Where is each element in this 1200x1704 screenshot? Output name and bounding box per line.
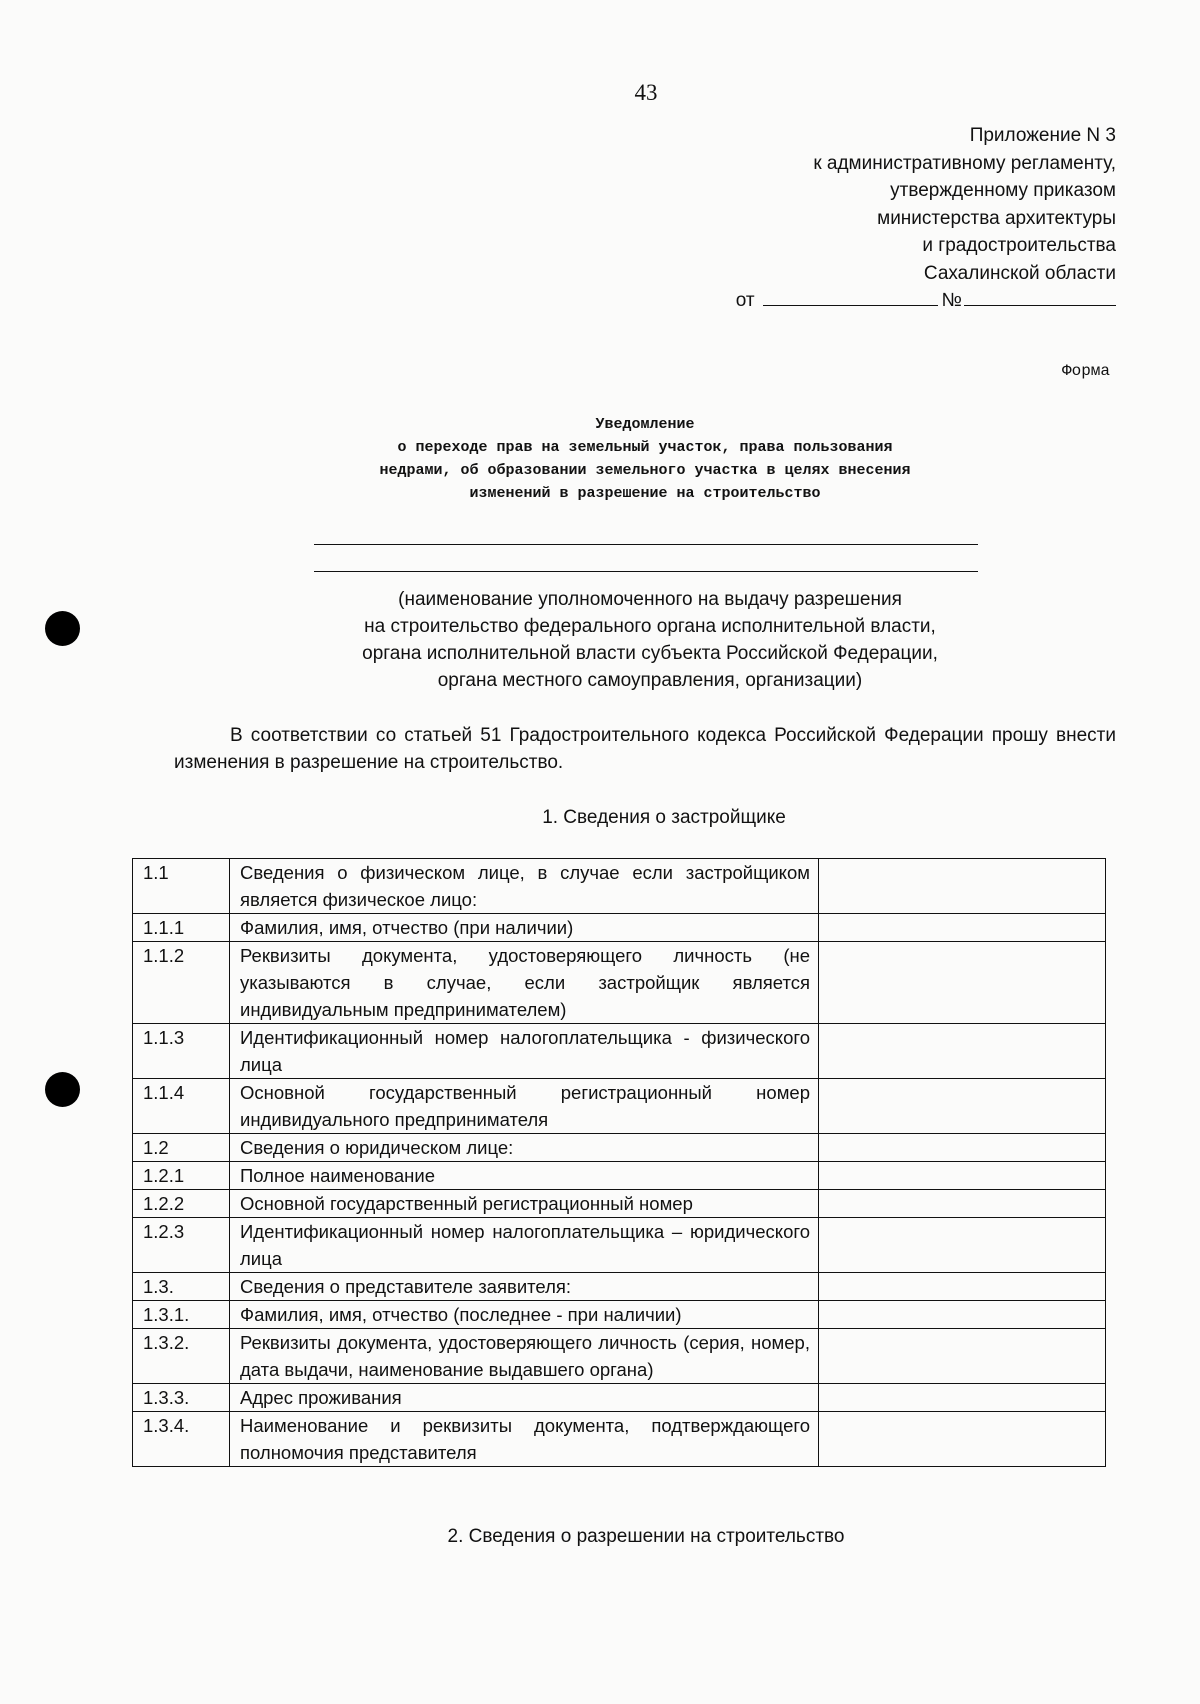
row-description: Идентификационный номер налогоплательщика - физического лица (230, 1024, 819, 1079)
table-row (133, 942, 1106, 1024)
table-row (133, 1134, 1106, 1162)
notice-subtitle-line: недрами, об образовании земельного участка в целях внесения (379, 462, 911, 479)
row-number: 1.1 (133, 859, 230, 914)
date-blank (763, 287, 938, 306)
number-blank (964, 287, 1116, 306)
approval-line: Сахалинской области (923, 262, 1116, 284)
row-number: 1.3.2. (133, 1329, 230, 1384)
section-2-title: 2. Сведения о разрешении на строительство (447, 1526, 845, 1547)
row-value-cell[interactable] (819, 859, 1106, 914)
row-number: 1.3.3. (133, 1384, 230, 1412)
approval-block (596, 122, 1116, 315)
row-number: 1.2.1 (133, 1162, 230, 1190)
row-value-cell[interactable] (819, 942, 1106, 1024)
row-value-cell[interactable] (819, 1329, 1106, 1384)
row-description: Сведения о физическом лице, в случае если застройщиком является физическое лицо: (230, 859, 819, 914)
addressee-caption (300, 586, 1000, 694)
notice-subtitle-line: изменений в разрешение на строительство (469, 485, 821, 502)
row-description: Полное наименование (230, 1162, 819, 1190)
developer-info-table (132, 858, 1106, 1467)
row-number: 1.2.2 (133, 1190, 230, 1218)
intro-paragraph: В соответствии со статьей 51 Градостроительного кодекса Российской Федерации прошу внести изменения в разрешение на строительство. (174, 725, 1116, 773)
row-value-cell[interactable] (819, 1024, 1106, 1079)
caption-line: органа местного самоуправления, организации) (437, 670, 863, 691)
row-description: Сведения о юридическом лице: (230, 1134, 819, 1162)
caption-line: на строительство федерального органа исполнительной власти, (364, 616, 936, 637)
table-row (133, 1329, 1106, 1384)
row-description: Основной государственный регистрационный номер (230, 1190, 819, 1218)
table-row (133, 1301, 1106, 1329)
number-prefix: № (941, 290, 962, 311)
notice-title (280, 413, 1010, 505)
approval-line: министерства архитектуры (877, 207, 1116, 229)
row-number: 1.3.4. (133, 1412, 230, 1467)
row-value-cell[interactable] (819, 1301, 1106, 1329)
row-description: Фамилия, имя, отчество (при наличии) (230, 914, 819, 942)
row-number: 1.2.3 (133, 1218, 230, 1273)
fill-line (314, 571, 978, 572)
notice-heading: Уведомление (595, 416, 695, 433)
table-row (133, 914, 1106, 942)
date-prefix: от (735, 290, 755, 311)
section-1-title: 1. Сведения о застройщике (542, 807, 786, 828)
row-value-cell[interactable] (819, 1412, 1106, 1467)
row-value-cell[interactable] (819, 1273, 1106, 1301)
row-value-cell[interactable] (819, 1218, 1106, 1273)
table-row (133, 1384, 1106, 1412)
row-value-cell[interactable] (819, 1079, 1106, 1134)
row-value-cell[interactable] (819, 1190, 1106, 1218)
row-number: 1.1.2 (133, 942, 230, 1024)
form-label: Форма (1061, 362, 1110, 380)
row-description: Реквизиты документа, удостоверяющего личность (не указываются в случае, если застройщик является индивидуальным предпринимателем) (230, 942, 819, 1024)
row-description: Основной государственный регистрационный номер индивидуального предпринимателя (230, 1079, 819, 1134)
table-row (133, 859, 1106, 914)
page-number: 43 (634, 80, 658, 105)
table-row (133, 1190, 1106, 1218)
row-description: Идентификационный номер налогоплательщика – юридического лица (230, 1218, 819, 1273)
table-row (133, 1024, 1106, 1079)
row-number: 1.1.3 (133, 1024, 230, 1079)
table-row (133, 1079, 1106, 1134)
row-number: 1.3.1. (133, 1301, 230, 1329)
row-description: Сведения о представителе заявителя: (230, 1273, 819, 1301)
notice-subtitle-line: о переходе прав на земельный участок, права пользования (397, 439, 893, 456)
approval-date-row (596, 287, 1116, 315)
row-value-cell[interactable] (819, 1384, 1106, 1412)
table-row (133, 1273, 1106, 1301)
row-description: Реквизиты документа, удостоверяющего личность (серия, номер, дата выдачи, наименование выдавшего органа) (230, 1329, 819, 1384)
row-value-cell[interactable] (819, 1162, 1106, 1190)
row-number: 1.3. (133, 1273, 230, 1301)
caption-line: органа исполнительной власти субъекта Российской Федерации, (362, 643, 938, 664)
row-value-cell[interactable] (819, 1134, 1106, 1162)
punch-hole (45, 1072, 80, 1107)
row-value-cell[interactable] (819, 914, 1106, 942)
row-number: 1.1.1 (133, 914, 230, 942)
punch-hole (45, 611, 80, 646)
table-row (133, 1218, 1106, 1273)
row-number: 1.2 (133, 1134, 230, 1162)
row-number: 1.1.4 (133, 1079, 230, 1134)
table-row (133, 1162, 1106, 1190)
approval-line: утвержденному приказом (890, 180, 1116, 201)
row-description: Адрес проживания (230, 1384, 819, 1412)
row-description: Наименование и реквизиты документа, подтверждающего полномочия представителя (230, 1412, 819, 1467)
approval-line: Приложение N 3 (969, 125, 1116, 146)
table-row (133, 1412, 1106, 1467)
approval-line: к административному регламенту, (813, 152, 1116, 174)
fill-line (314, 544, 978, 545)
row-description: Фамилия, имя, отчество (последнее - при наличии) (230, 1301, 819, 1329)
caption-line: (наименование уполномоченного на выдачу разрешения (398, 589, 902, 610)
approval-line: и градостроительства (922, 235, 1116, 256)
